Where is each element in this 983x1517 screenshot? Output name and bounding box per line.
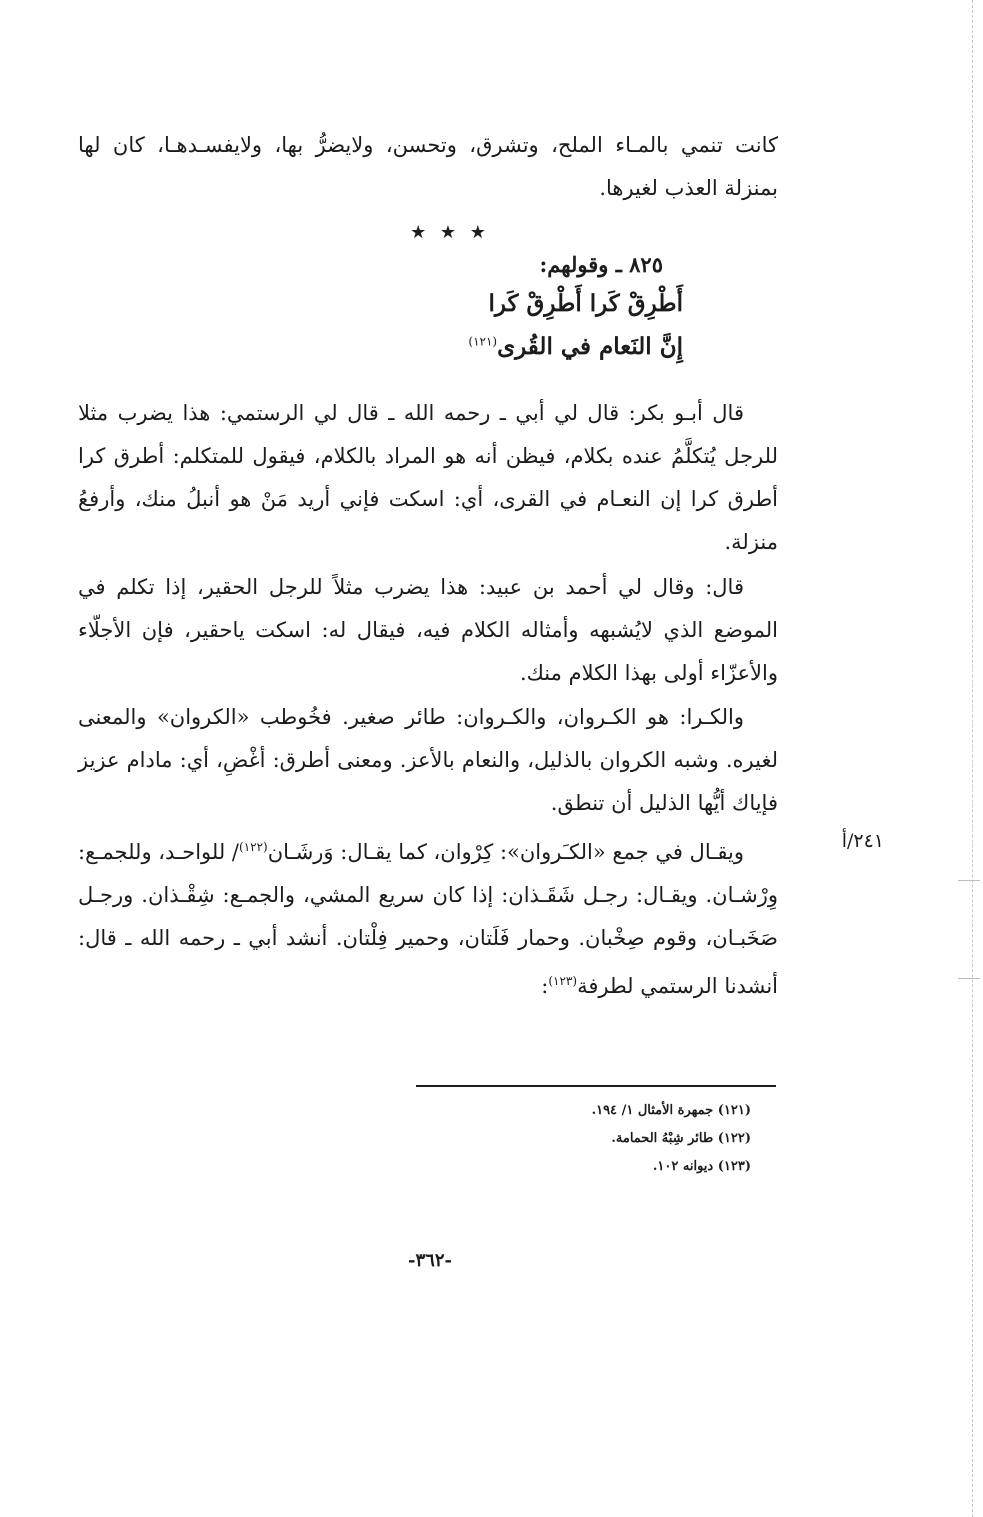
footnote-ref-123: (١٢٣) [548, 974, 578, 988]
footnote-121: (١٢١) جمهرة الأمثال ١/ ١٩٤. [591, 1103, 751, 1118]
footnote-divider [416, 1085, 776, 1087]
verse-line-1: أَطْرِقْ كَرا أَطْرِقْ كَرا [488, 290, 683, 317]
entry-number: ٨٢٥ ـ وقولهم: [539, 252, 663, 277]
paragraph-2: قال: وقال لي أحمد بن عبيد: هذا يضرب مثلاً للرجل الحقير، إذا تكلم في الموضع الذي لايُشبهه وأمثاله الكلام فيه، فيقال له: اسكت ياحقير، فإن الأجلّاء والأعزّاء أولى بهذا الكلام منك. [78, 575, 778, 685]
paragraph-4-part-3: : [541, 974, 549, 998]
footnote-ref-121: (١٢١) [468, 334, 498, 349]
paragraph-4 [78, 826, 778, 1008]
footnote-123: (١٢٣) ديوانه ١٠٢. [652, 1159, 751, 1174]
paragraph-3: والكـرا: هو الكـروان، والكـروان: طائر صغير. فخُوطب «الكروان» والمعنى لغيره. وشبه الكروان بالذليل، والنعام بالأعز. ومعنى أطرق: أغْضِ، أي: مادام عزيز فإياك أيُّها الذليل أن تنطق. [78, 705, 778, 815]
margin-folio-reference: ٢٤١/أ [841, 830, 884, 852]
page-number: -٣٦٢- [408, 1250, 452, 1271]
opening-paragraph: كانت تنمي بالمـاء الملح، وتشرق، وتحسن، ولايضرُّ بها، ولايفسـدهـا، كان لها بمنزلة العذب لغيرها. [78, 133, 778, 200]
verse-line-2-text: إِنَّ النَعام في القُرى [497, 333, 683, 360]
verse-line-2 [468, 333, 683, 360]
section-separator: ★ ★ ★ [410, 222, 490, 243]
paragraph-1: قال أبـو بكر: قال لي أبي ـ رحمه الله ـ قال لي الرستمي: هذا يضرب مثلا للرجل يُتكلَّمُ عنده بكلام، فيظن أنه هو المراد بالكلام، فيقول للمتكلم: أطرق كرا أطرق كرا إن النعـام في القرى، أي: اسكت فإني أريد مَنْ هو أنبلُ منك، وأرفعُ منزلة. [78, 401, 778, 554]
footnote-122: (١٢٢) طائر شِبْهُ الحمامة. [611, 1131, 751, 1146]
paragraph-4-part-1: ويقـال في جمع «الكـَروان»: كِرْوان، كما يقـال: وَرشَـان [267, 840, 744, 864]
footnote-ref-122: (١٢٢) [239, 840, 268, 854]
paragraph-4-part-2: / للواحـد، وللجمـع: وِرْشـان. ويقـال: رجـل شَقَـذان: إذا كان سريع المشي، والجمـع: شِقْـذان. ورجـل صَخَبـان، وقوم صِخْبان. وحمار فَلَتان، وحمير فِلْتان. أنشد أبي ـ رحمه الله ـ قال: أنشدنا الرستمي لطرفة [78, 840, 778, 998]
